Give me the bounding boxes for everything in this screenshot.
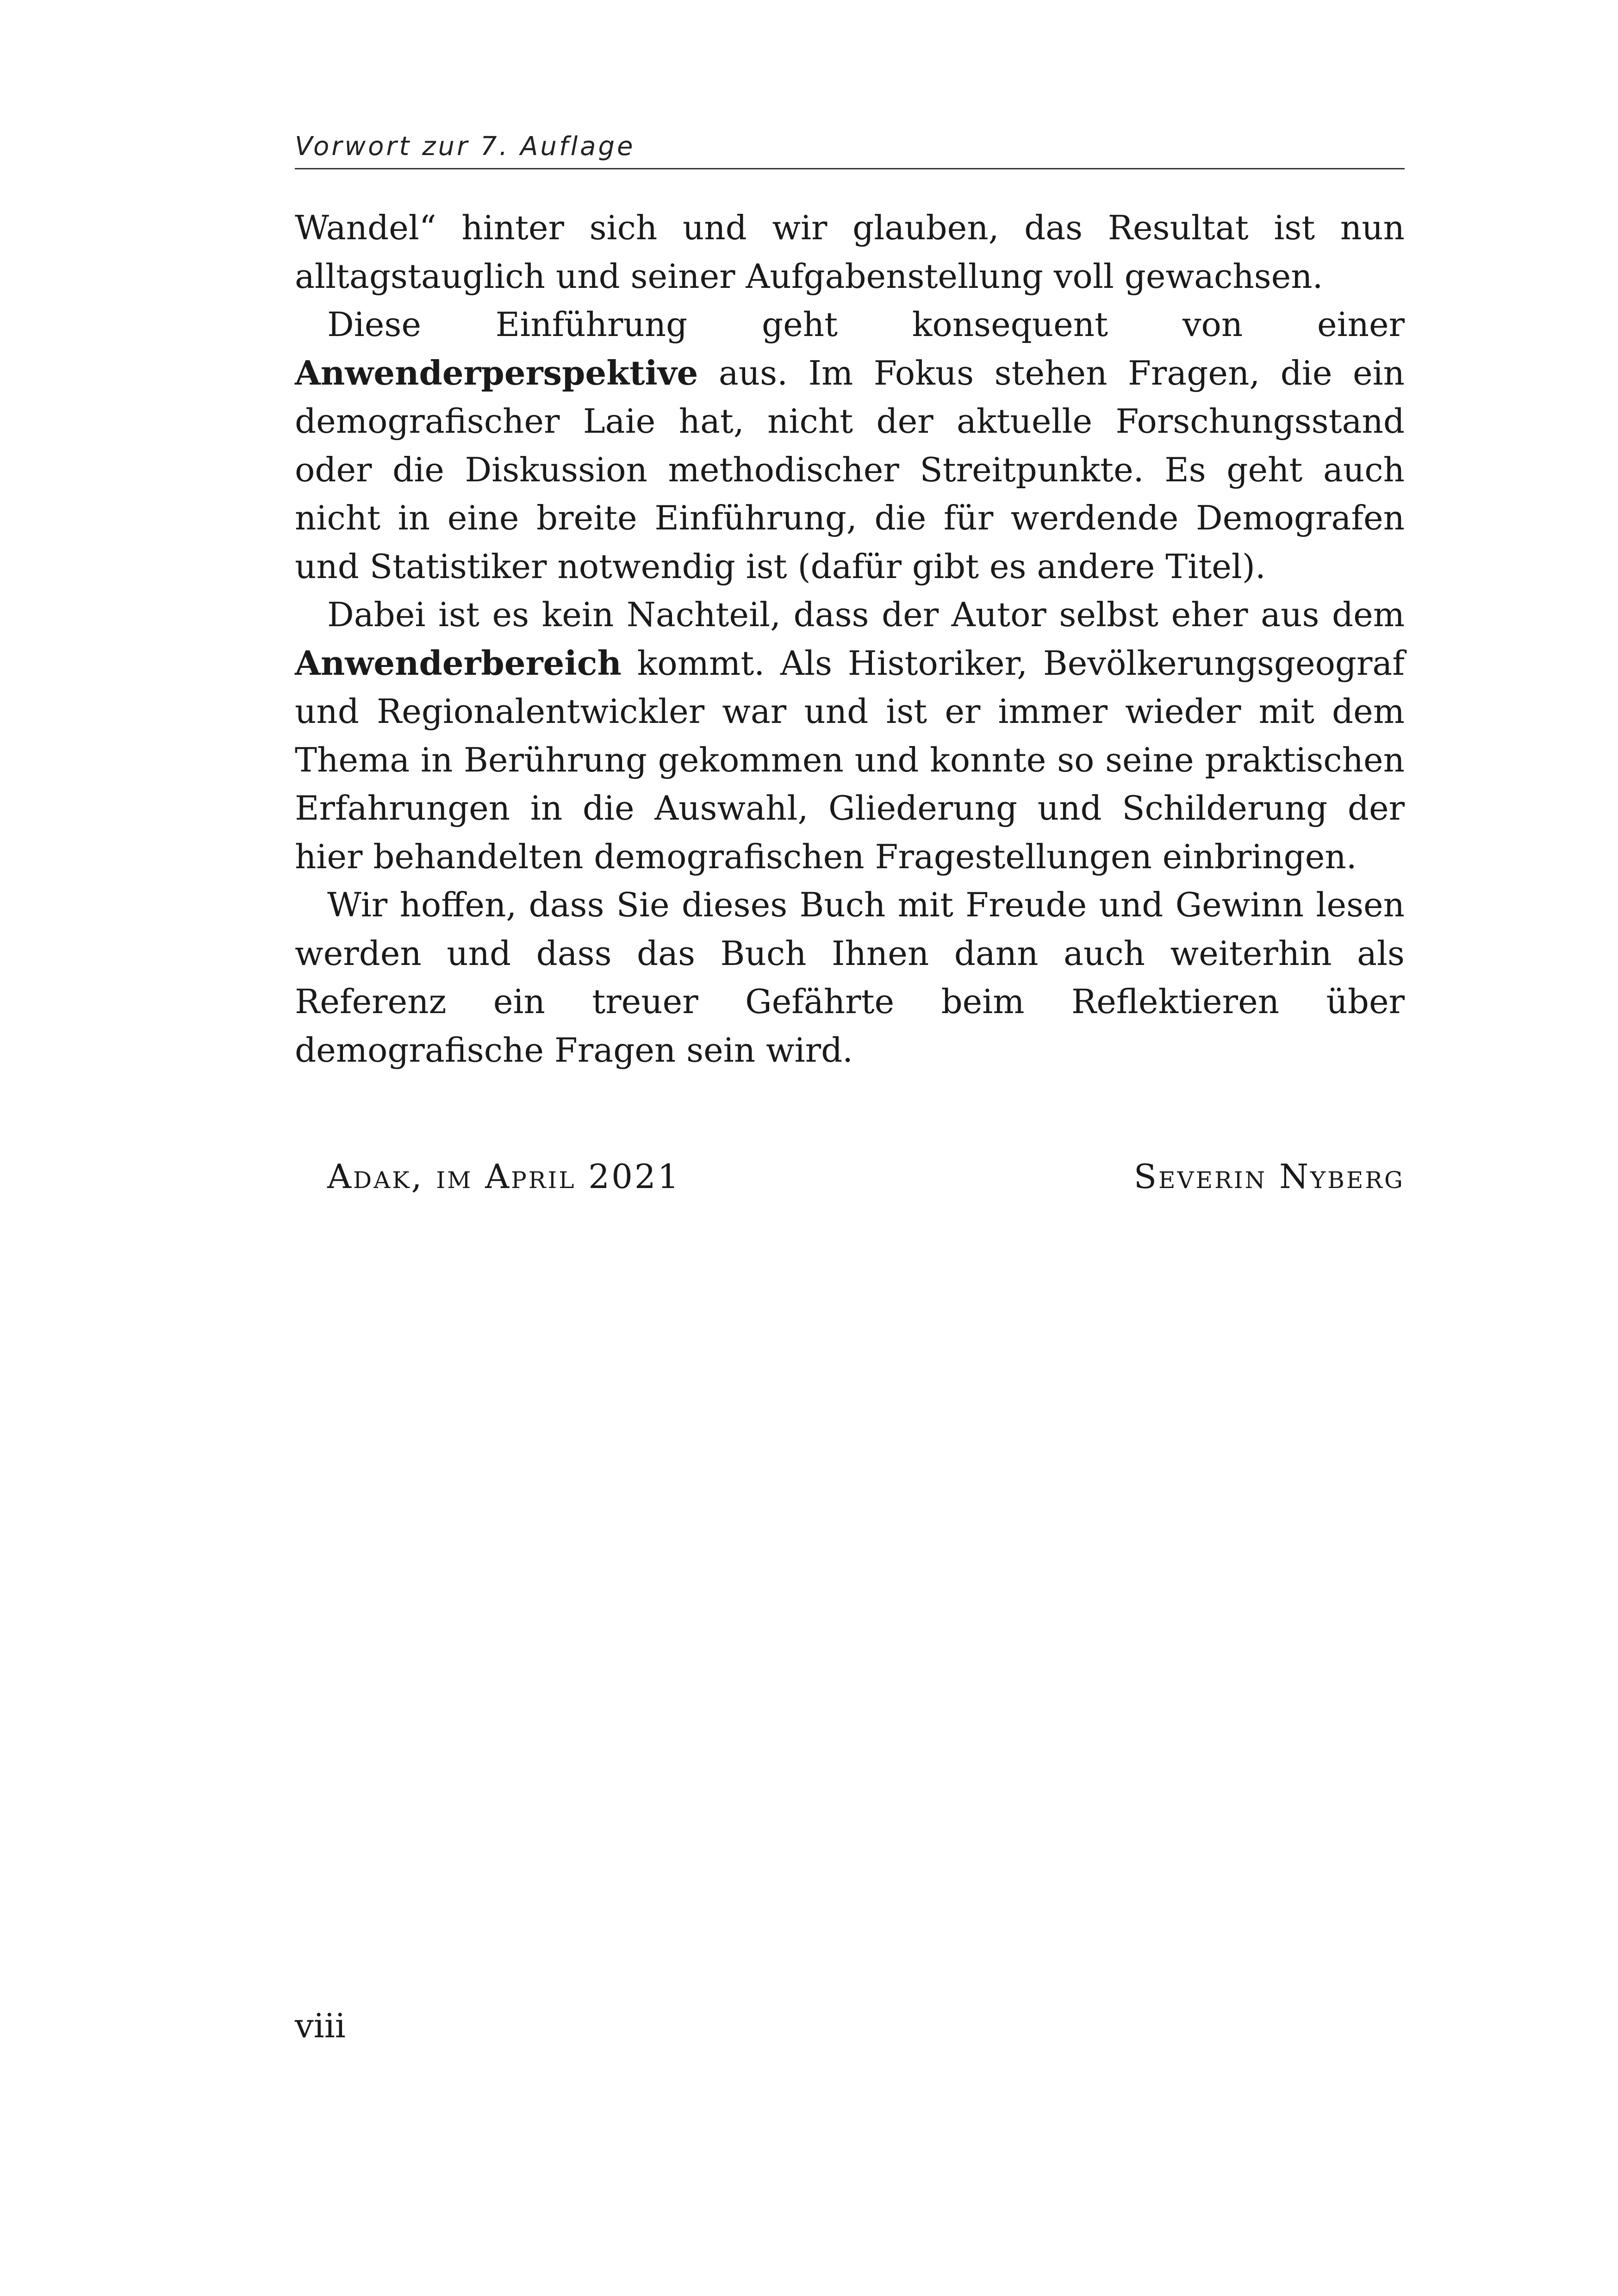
signature-line [295, 1157, 1405, 1203]
page-number: viii [295, 2006, 346, 2045]
paragraph-2-text-end: aus. Im Fokus stehen Fragen, die ein demografischer Laie hat, nicht der aktuelle Forschungsstand oder die Diskussion methodischer Streitpunkte. Es geht auch nicht in eine breite Einführung, die für werdende Demografen und Statistiker notwendig ist (dafür gibt es andere Titel). [295, 353, 1405, 586]
signature-place-date: Adak, im April 2021 [327, 1157, 681, 1196]
body-text [295, 204, 1405, 1074]
paragraph-1 [295, 204, 1405, 300]
running-header [295, 124, 1405, 169]
running-header-title: Vorwort zur 7. Auflage [295, 131, 635, 162]
paragraph-4-text: Wir hoffen, dass Sie dieses Buch mit Freude und Gewinn lesen werden und dass das Buch Ihnen dann auch weiterhin als Referenz ein treuer Gefährte beim Reflektieren über demografische Fragen sein wird. [295, 885, 1405, 1070]
paragraph-3-text-end: kommt. Als Historiker, Bevölkerungsgeograf und Regionalentwickler war und ist er immer wieder mit dem Thema in Berührung gekommen und konnte so seine praktischen Erfahrungen in die Auswahl, Gliederung und Schilderung der hier behandelten demografischen Fragestellungen einbringen. [295, 643, 1405, 876]
paragraph-3-emphasis: Anwenderbereich [295, 643, 622, 683]
paragraph-2-emphasis: Anwenderperspektive [295, 353, 698, 392]
paragraph-3 [295, 591, 1405, 881]
signature-author: Severin Nyberg [1133, 1157, 1405, 1196]
paragraph-4 [295, 881, 1405, 1074]
paragraph-3-text-start: Dabei ist es kein Nachteil, dass der Autor selbst eher aus dem [327, 595, 1405, 634]
paragraph-1-text: Wandel“ hinter sich und wir glauben, das Resultat ist nun alltagstauglich und seiner Aufgabenstellung voll gewachsen. [295, 208, 1405, 296]
paragraph-2 [295, 300, 1405, 591]
paragraph-2-text-start: Diese Einführung geht konsequent von einer [327, 305, 1405, 344]
